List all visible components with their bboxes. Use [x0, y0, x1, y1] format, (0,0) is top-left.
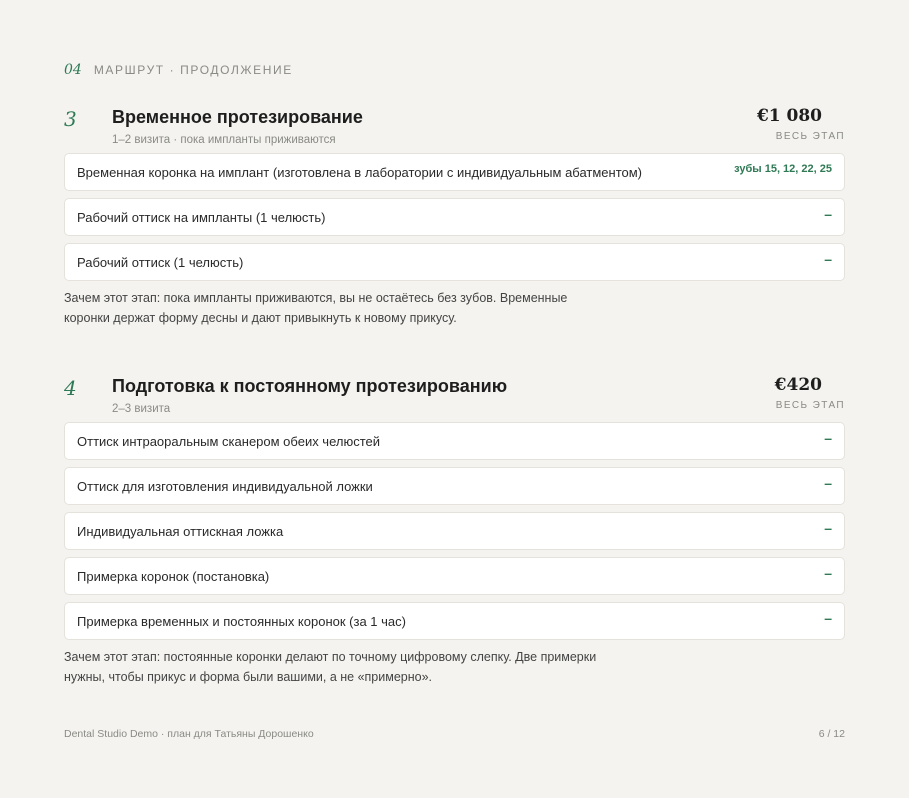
list-item — [64, 602, 845, 640]
item-dash: – — [824, 251, 832, 267]
list-item — [64, 243, 845, 281]
item-teeth: зубы 15, 12, 22, 25 — [734, 163, 832, 175]
list-item — [64, 153, 845, 191]
stage-title: Подготовка к постоянному протезированию — [112, 376, 508, 396]
list-item — [64, 422, 845, 460]
list-item — [64, 557, 845, 595]
item-label: Примерка временных и постоянных коронок (за 1 час) — [77, 614, 406, 629]
stage-title: Временное протезирование — [112, 107, 363, 127]
stage-number: 3 — [64, 107, 77, 131]
item-dash: – — [824, 565, 832, 581]
stage-subtitle: 2–3 визита — [112, 403, 171, 415]
list-item — [64, 467, 845, 505]
page-number: 6 / 12 — [818, 728, 845, 740]
item-dash: – — [824, 430, 832, 446]
stage-subtitle: 1–2 визита · пока импланты приживаются — [112, 134, 336, 146]
stage-4 — [64, 376, 845, 687]
stage-price: €1 080 — [756, 106, 822, 126]
stage-note: Зачем этот этап: постоянные коронки делают по точному цифровому слепку. Две примерки нужны, чтобы прикус и форма были вашими, а не «примерно». — [64, 650, 597, 684]
footer-caption: Dental Studio Demo · план для Татьяны Дорошенко — [64, 728, 314, 740]
item-dash: – — [824, 475, 832, 491]
stage-number: 4 — [64, 376, 77, 400]
item-dash: – — [824, 520, 832, 536]
item-label: Рабочий оттиск (1 челюсть) — [77, 255, 244, 270]
stage-header — [64, 107, 845, 153]
section-eyebrow — [64, 62, 293, 78]
item-label: Оттиск для изготовления индивидуальной ложки — [77, 479, 373, 494]
stage-price-label: ВЕСЬ ЭТАП — [775, 400, 845, 411]
item-label: Индивидуальная оттискная ложка — [77, 524, 284, 539]
item-label: Примерка коронок (постановка) — [77, 569, 270, 584]
item-label: Оттиск интраоральным сканером обеих челюстей — [77, 434, 381, 449]
item-label: Рабочий оттиск на импланты (1 челюсть) — [77, 210, 326, 225]
list-item — [64, 198, 845, 236]
list-item — [64, 512, 845, 550]
section-title: МАРШРУТ · ПРОДОЛЖЕНИЕ — [93, 63, 293, 77]
stage-3 — [64, 107, 845, 328]
item-dash: – — [824, 206, 832, 222]
item-label: Временная коронка на имплант (изготовлена в лаборатории с индивидуальным абатментом) — [77, 165, 642, 180]
stage-header — [64, 376, 845, 422]
stage-note: Зачем этот этап: пока импланты приживаются, вы не остаётесь без зубов. Временные коронки держат форму десны и дают привыкнуть к новому прикусу. — [64, 291, 568, 325]
stage-price: €420 — [774, 375, 822, 395]
item-dash: – — [824, 610, 832, 626]
section-number: 04 — [64, 62, 82, 78]
stage-price-label: ВЕСЬ ЭТАП — [775, 131, 845, 142]
